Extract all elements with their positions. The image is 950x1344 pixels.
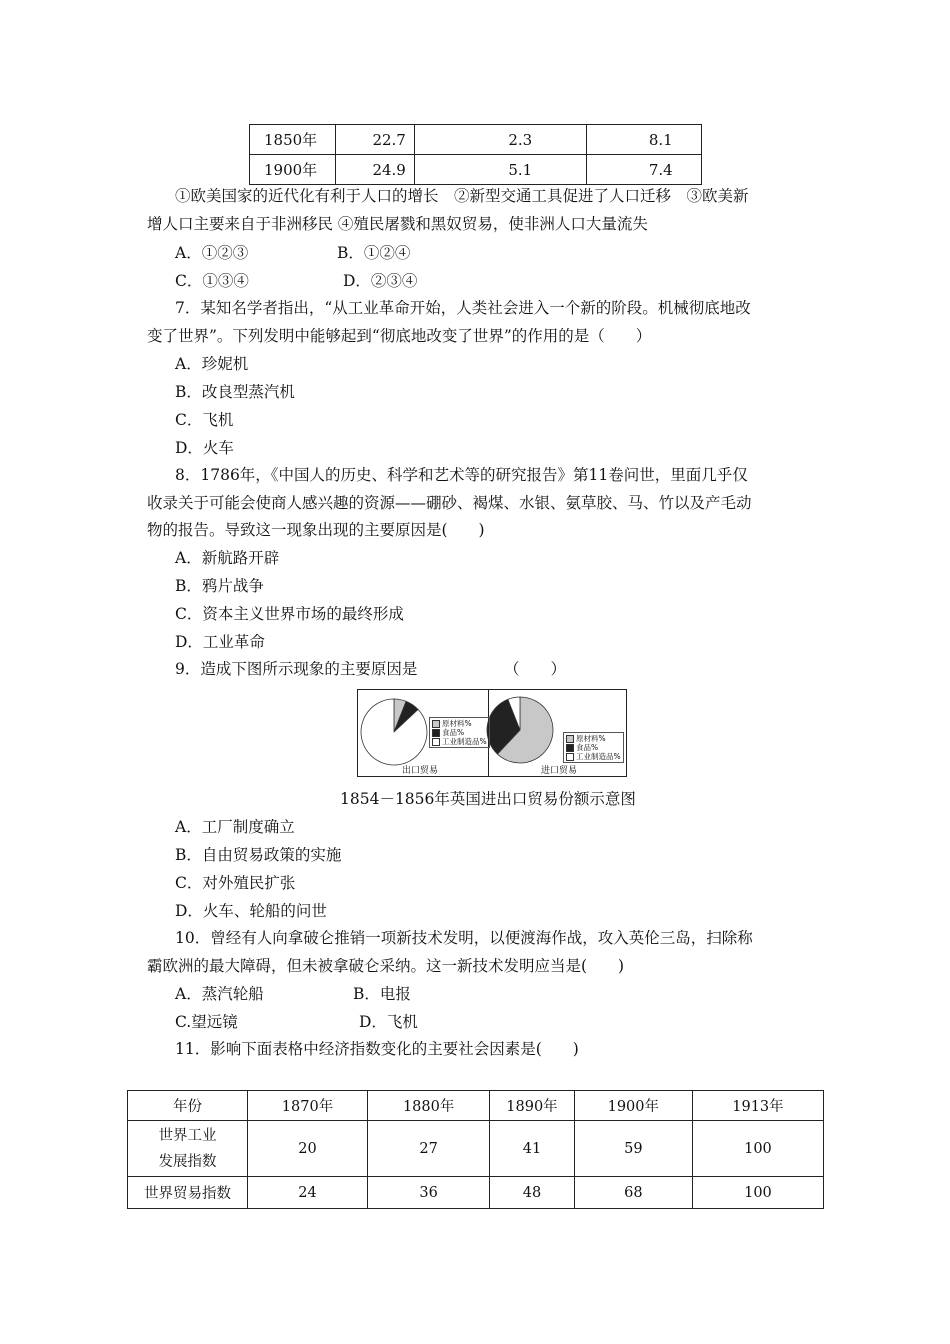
legend-item — [432, 728, 487, 737]
import-legend — [563, 732, 624, 763]
population-table — [249, 124, 702, 185]
q9-option-d: D．火车、轮船的问世 — [175, 902, 327, 920]
legend-item — [432, 737, 487, 746]
table-cell: 41 — [490, 1121, 575, 1177]
table-header-cell: 1890年 — [490, 1091, 575, 1121]
export-legend — [429, 717, 490, 748]
q10-stem-line1: 10．曾经有人向拿破仑推销一项新技术发明，以便渡海作战，攻入英伦三岛，扫除称 — [175, 929, 753, 947]
q6-statements-line1: ①欧美国家的近代化有利于人口的增长 ②新型交通工具促进了人口迁移 ③欧美新 — [175, 187, 749, 205]
table-header-cell: 1913年 — [692, 1091, 823, 1121]
legend-label: 食品% — [576, 743, 599, 752]
q6-option-c: C．①③④ — [175, 272, 249, 290]
table-cell: 1900年 — [250, 155, 336, 185]
legend-item — [432, 719, 487, 728]
table-cell: 20 — [247, 1121, 367, 1177]
table-cell: 68 — [574, 1177, 692, 1209]
q8-stem-line2: 收录关于可能会使商人感兴趣的资源——硼砂、褐煤、水银、氨草胶、马、竹以及产毛动 — [147, 494, 752, 512]
table-cell: 100 — [692, 1177, 823, 1209]
table-cell: 1850年 — [250, 125, 336, 155]
row-label-line: 发展指数 — [158, 1153, 217, 1170]
table-cell: 27 — [368, 1121, 490, 1177]
q7-option-c: C．飞机 — [175, 411, 234, 429]
table-cell: 100 — [692, 1121, 823, 1177]
table-header-cell: 1880年 — [368, 1091, 490, 1121]
q11-stem: 11．影响下面表格中经济指数变化的主要社会因素是( ) — [175, 1040, 579, 1058]
table-cell: 7.4 — [586, 155, 701, 185]
table-header-cell: 1870年 — [247, 1091, 367, 1121]
economic-index-table — [127, 1090, 824, 1209]
table-cell: 22.7 — [336, 125, 414, 155]
table-cell: 59 — [574, 1121, 692, 1177]
legend-item — [566, 752, 621, 761]
q10-option-d: D．飞机 — [359, 1013, 418, 1031]
table-cell: 2.3 — [414, 125, 586, 155]
q10-option-c: C.望远镜 — [175, 1013, 238, 1031]
legend-label: 原材料% — [576, 734, 606, 743]
q9-answer-blank: （ ） — [504, 660, 567, 678]
q6-statements-line2: 增人口主要来自于非洲移民 ④殖民屠戮和黑奴贸易，使非洲人口大量流失 — [147, 215, 648, 233]
table-cell: 48 — [490, 1177, 575, 1209]
q8-stem-line1: 8．1786年，《中国人的历史、科学和艺术等的研究报告》第11卷问世，里面几乎仅 — [175, 466, 748, 484]
q6-option-a: A．①②③ — [175, 244, 249, 262]
table-row-label — [128, 1121, 248, 1177]
q7-option-d: D．火车 — [175, 439, 234, 457]
q8-option-a: A．新航路开辟 — [175, 549, 280, 567]
q7-stem-line2: 变了世界”。下列发明中能够起到“彻底地改变了世界”的作用的是（ ） — [147, 327, 652, 345]
legend-swatch — [566, 735, 574, 743]
q9-option-a: A．工厂制度确立 — [175, 818, 295, 836]
legend-swatch — [432, 720, 440, 728]
q9-stem: 9．造成下图所示现象的主要原因是 — [175, 660, 418, 678]
figure-caption: 1854－1856年英国进出口贸易份额示意图 — [340, 790, 636, 808]
table-row — [128, 1177, 824, 1209]
q9-option-c: C．对外殖民扩张 — [175, 874, 296, 892]
import-caption: 进口贸易 — [541, 766, 578, 776]
table-header-row — [128, 1091, 824, 1121]
q8-stem-line3: 物的报告。导致这一现象出现的主要原因是( ) — [147, 521, 485, 539]
q10-option-b: B．电报 — [353, 985, 411, 1003]
legend-item — [566, 734, 621, 743]
q7-option-a: A．珍妮机 — [175, 355, 249, 373]
legend-label: 工业制造品% — [442, 737, 487, 746]
table-cell: 36 — [368, 1177, 490, 1209]
q6-option-b: B．①②④ — [337, 244, 411, 262]
q7-stem-line1: 7．某知名学者指出，“从工业革命开始，人类社会进入一个新的阶段。机械彻底地改 — [175, 299, 751, 317]
row-label-line: 世界工业 — [158, 1127, 217, 1144]
legend-item — [566, 743, 621, 752]
legend-swatch — [566, 744, 574, 752]
q9-option-b: B．自由贸易政策的实施 — [175, 846, 342, 864]
q8-option-b: B．鸦片战争 — [175, 577, 264, 595]
table-header-cell: 年份 — [128, 1091, 248, 1121]
table-row — [250, 125, 702, 155]
q7-option-b: B．改良型蒸汽机 — [175, 383, 295, 401]
table-row — [250, 155, 702, 185]
q10-option-a: A．蒸汽轮船 — [175, 985, 264, 1003]
table-row-label: 世界贸易指数 — [128, 1177, 248, 1209]
table-cell: 5.1 — [414, 155, 586, 185]
legend-label: 原材料% — [442, 719, 472, 728]
legend-label: 食品% — [442, 728, 465, 737]
legend-label: 工业制造品% — [576, 752, 621, 761]
trade-pie-figure — [357, 689, 627, 777]
legend-swatch — [432, 738, 440, 746]
table-cell: 24.9 — [336, 155, 414, 185]
q10-stem-line2: 霸欧洲的最大障碍，但未被拿破仑采纳。这一新技术发明应当是( ) — [147, 957, 625, 975]
table-row — [128, 1121, 824, 1177]
table-cell: 8.1 — [586, 125, 701, 155]
legend-swatch — [432, 729, 440, 737]
q8-option-d: D．工业革命 — [175, 633, 265, 651]
q8-option-c: C．资本主义世界市场的最终形成 — [175, 605, 404, 623]
table-header-cell: 1900年 — [574, 1091, 692, 1121]
legend-swatch — [566, 753, 574, 761]
export-caption: 出口贸易 — [402, 766, 439, 776]
q6-option-d: D．②③④ — [343, 272, 418, 290]
table-cell: 24 — [247, 1177, 367, 1209]
